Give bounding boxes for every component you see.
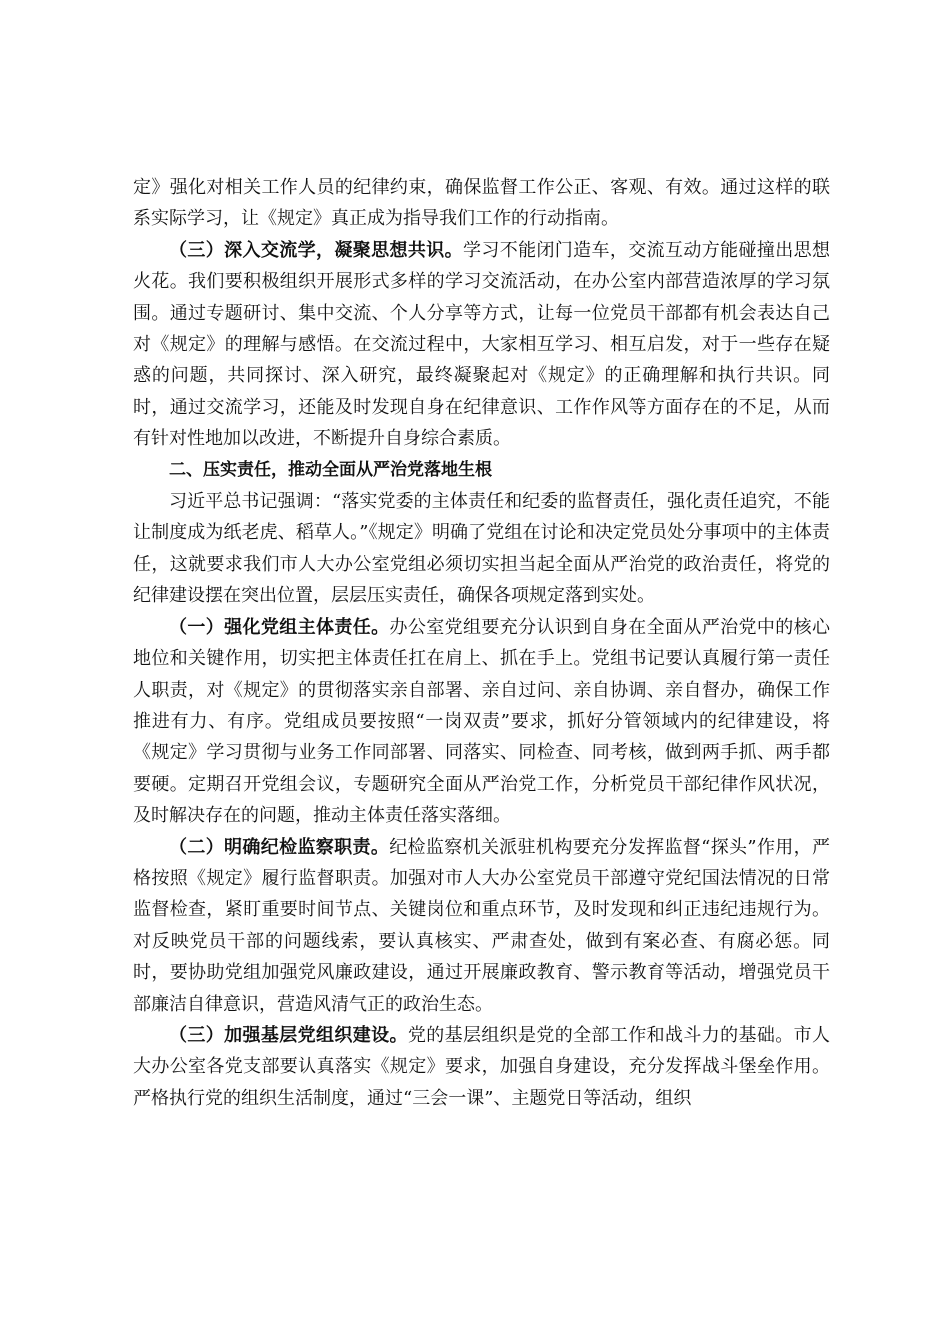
paragraph-lead: （二）明确纪检监察职责。: [169, 836, 390, 858]
paragraph-lead: （三）加强基层党组织建设。: [169, 1024, 408, 1046]
paragraph-text: 党的基层组织是党的全部工作和战斗力的基础。市人大办公室各党支部要认真落实《规定》要求，加强自身建设，充分发挥战斗堡垒作用。严格执行党的组织生活制度，通过“三会一课”、主题党日等活动，组织: [133, 1024, 830, 1109]
paragraph-exchange-learning: [133, 235, 830, 455]
paragraph-text: 学习不能闭门造车，交流互动方能碰撞出思想火花。我们要积极组织开展形式多样的学习交流活动，在办公室内部营造浓厚的学习氛围。通过专题研讨、集中交流、个人分享等方式，让每一位党员干部都有机会表达自己对《规定》的理解与感悟。在交流过程中，大家相互学习、相互启发，对于一些存在疑惑的问题，共同探讨、深入研究，最终凝聚起对《规定》的正确理解和执行共识。同时，通过交流学习，还能及时发现自身在纪律意识、工作作风等方面存在的不足，从而有针对性地加以改进，不断提升自身综合素质。: [133, 239, 831, 450]
paragraph-text: 纪检监察机关派驻机构要充分发挥监督“探头”作用，严格按照《规定》履行监督职责。加强对市人大办公室党员干部遵守党纪国法情况的日常监督检查，紧盯重要时间节点、关键岗位和重点环节，及时发现和纠正违纪违规行为。对反映党员干部的问题线索，要认真核实、严肃查处，做到有案必查、有腐必惩。同时，要协助党组加强党风廉政建设，通过开展廉政教育、警示教育等活动，增强党员干部廉洁自律意识，营造风清气正的政治生态。: [133, 836, 831, 1015]
paragraph-lead: （三）深入交流学，凝聚思想共识。: [169, 239, 463, 261]
section-heading: 二、压实责任，推动全面从严治党落地生根: [169, 459, 492, 480]
document-body: [133, 172, 830, 1114]
paragraph-party-group-responsibility: [133, 612, 830, 832]
paragraph-lead: （一）强化党组主体责任。: [169, 616, 390, 638]
paragraph-xi-quote: [133, 486, 830, 612]
paragraph-continuation: [133, 172, 830, 235]
paragraph-text: 定》强化对相关工作人员的纪律约束，确保监督工作公正、客观、有效。通过这样的联系实际学习，让《规定》真正成为指导我们工作的行动指南。: [133, 177, 830, 230]
paragraph-grassroots-organization: [133, 1020, 830, 1114]
paragraph-text: 办公室党组要充分认识到自身在全面从严治党中的核心地位和关键作用，切实把主体责任扛在肩上、抓在手上。党组书记要认真履行第一责任人职责，对《规定》的贯彻落实亲自部署、亲自过问、亲自协调、亲自督办，确保工作推进有力、有序。党组成员要按照“一岗双责”要求，抓好分管领域内的纪律建设，将《规定》学习贯彻与业务工作同部署、同落实、同检查、同考核，做到两手抓、两手都要硬。定期召开党组会议，专题研究全面从严治党工作，分析党员干部纪律作风状况，及时解决存在的问题，推动主体责任落实落细。: [133, 616, 831, 827]
paragraph-discipline-inspection: [133, 832, 830, 1020]
paragraph-text: 习近平总书记强调：“落实党委的主体责任和纪委的监督责任，强化责任追究，不能让制度成为纸老虎、稻草人。”《规定》明确了党组在讨论和决定党员处分事项中的主体责任，这就要求我们市人大办公室党组必须切实担当起全面从严治党的政治责任，将党的纪律建设摆在突出位置，层层压实责任，确保各项规定落到实处。: [133, 491, 830, 607]
